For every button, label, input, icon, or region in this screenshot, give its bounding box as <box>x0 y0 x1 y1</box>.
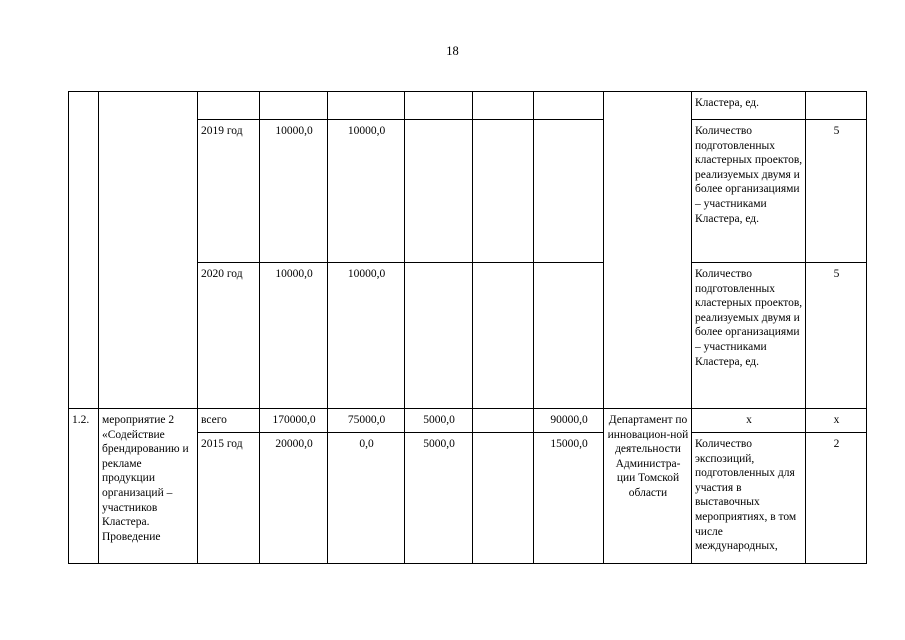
cell-regional <box>405 263 473 409</box>
cell-year: всего <box>198 409 260 433</box>
cell-federal: 75000,0 <box>328 409 405 433</box>
cell-total: 170000,0 <box>260 409 328 433</box>
cell-regional <box>405 120 473 263</box>
cell-local <box>473 409 534 433</box>
cell-other: 15000,0 <box>534 433 604 564</box>
cell-other: 90000,0 <box>534 409 604 433</box>
cell-other <box>534 263 604 409</box>
cell-local <box>473 433 534 564</box>
cell-federal: 10000,0 <box>328 263 405 409</box>
cell-other <box>534 120 604 263</box>
cell-year: 2015 год <box>198 433 260 564</box>
cell-indicator: Количество подготовленных кластерных проектов, реализуемых двумя и более организациями – участниками Кластера, ед. <box>692 263 806 409</box>
cell-local <box>473 263 534 409</box>
table-row <box>69 409 867 433</box>
cell-other <box>534 92 604 120</box>
cell-value: 5 <box>806 120 867 263</box>
cell-year: 2019 год <box>198 120 260 263</box>
cell-value: 5 <box>806 263 867 409</box>
cell-total <box>260 92 328 120</box>
cell-federal: 10000,0 <box>328 120 405 263</box>
cell-federal: 0,0 <box>328 433 405 564</box>
page-number: 18 <box>446 44 459 58</box>
cell-name: мероприятие 2 «Содействие брендированию и рекламе продукции организаций – участников Кластера. Проведение <box>99 409 198 564</box>
cell-regional: 5000,0 <box>405 433 473 564</box>
cell-total: 20000,0 <box>260 433 328 564</box>
cell-year <box>198 92 260 120</box>
cell-federal <box>328 92 405 120</box>
cell-value <box>806 92 867 120</box>
cell-year: 2020 год <box>198 263 260 409</box>
cell-regional: 5000,0 <box>405 409 473 433</box>
cell-regional <box>405 92 473 120</box>
cell-indicator: х <box>692 409 806 433</box>
cell-num-empty <box>69 92 99 409</box>
cell-name-empty <box>99 92 198 409</box>
cell-executor-empty <box>604 92 692 409</box>
cell-total: 10000,0 <box>260 120 328 263</box>
cell-local <box>473 120 534 263</box>
cell-value: 2 <box>806 433 867 564</box>
cell-value: х <box>806 409 867 433</box>
cell-local <box>473 92 534 120</box>
program-table <box>68 91 867 564</box>
cell-indicator: Кластера, ед. <box>692 92 806 120</box>
cell-indicator: Количество экспозиций, подготовленных для участия в выставочных мероприятиях, в том числе международных, <box>692 433 806 564</box>
cell-total: 10000,0 <box>260 263 328 409</box>
cell-executor: Департамент по инновацион-ной деятельности Администра-ции Томской области <box>604 409 692 564</box>
cell-indicator: Количество подготовленных кластерных проектов, реализуемых двумя и более организациями – участниками Кластера, ед. <box>692 120 806 263</box>
cell-num: 1.2. <box>69 409 99 564</box>
table-row <box>69 92 867 120</box>
